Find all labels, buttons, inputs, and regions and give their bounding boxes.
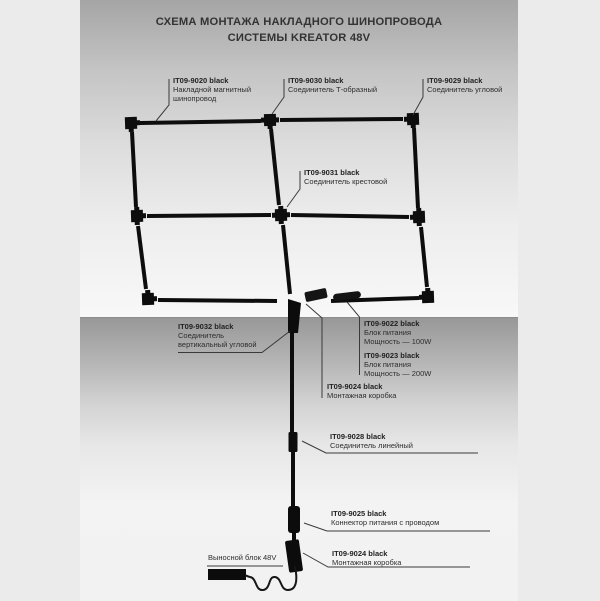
title-line-2: СИСТЕМЫ KREATOR 48V <box>227 32 371 44</box>
part-code: IT09-9031 black <box>304 168 360 177</box>
linear-connector <box>289 432 298 452</box>
part-desc: Накладной магнитный <box>173 84 252 94</box>
leader-mounting-box-top <box>306 304 322 398</box>
part-code: IT09-9024 black <box>327 382 383 391</box>
t-connector-mid-right <box>410 208 426 227</box>
power-feed-connector <box>288 506 300 533</box>
part-desc: Мощность — 200W <box>364 368 432 378</box>
part-code: IT09-9028 black <box>330 431 386 441</box>
power-supply-100w <box>304 288 328 302</box>
track-rail <box>271 129 279 205</box>
corner-connector-top-left <box>125 117 141 133</box>
vertical-corner-connector <box>288 299 301 333</box>
track-rail <box>291 215 409 217</box>
part-code: IT09-9024 black <box>332 549 388 558</box>
label-vertical-corner-connector <box>178 322 257 350</box>
leader-cross-connector <box>287 171 300 207</box>
track-rail <box>283 225 290 294</box>
part-code: IT09-9020 black <box>173 75 229 85</box>
connectors <box>125 113 434 305</box>
part-desc: Мощность — 100W <box>364 337 432 347</box>
part-code: IT09-9029 black <box>427 75 483 85</box>
part-desc: Соединитель угловой <box>427 84 503 94</box>
part-code: IT09-9022 black <box>364 319 420 328</box>
label-t-connector <box>288 76 377 94</box>
remote-48v-block <box>208 569 246 580</box>
label-mounting-box-top <box>327 382 396 400</box>
part-code: IT09-9025 black <box>331 509 387 518</box>
track-rail <box>147 215 271 216</box>
part-desc: шинопровод <box>173 93 217 103</box>
label-corner-connector <box>427 76 502 94</box>
leader-psu <box>347 302 360 375</box>
part-desc: Блок питания <box>364 359 411 369</box>
leader-t-connector <box>272 79 284 114</box>
corner-connector-top-right <box>404 113 420 129</box>
part-desc: Соединитель крестовой <box>304 177 388 187</box>
corner-connector-bottom-right <box>419 288 435 304</box>
part-desc: Соединитель линейный <box>330 440 413 450</box>
track-rail <box>158 300 277 301</box>
label-track <box>173 76 251 104</box>
label-mounting-box-bottom <box>332 549 401 567</box>
part-code: IT09-9032 black <box>178 322 234 331</box>
part-desc: Соединитель Т-образный <box>288 84 378 94</box>
part-desc: вертикальный угловой <box>178 340 257 350</box>
corner-connector-bottom-left <box>142 290 158 306</box>
part-desc: Выносной блок 48V <box>208 553 277 562</box>
track-rail <box>280 119 403 120</box>
label-power-connector <box>331 509 439 527</box>
t-connector-mid-left <box>131 207 147 226</box>
part-desc: Монтажная коробка <box>332 558 402 568</box>
label-linear-connector <box>330 432 413 450</box>
power-cord <box>246 567 296 590</box>
leader-track <box>156 79 169 121</box>
track-rail <box>414 128 418 208</box>
cross-connector-center <box>272 206 291 225</box>
part-code: IT09-9030 black <box>288 75 344 85</box>
track-rail <box>132 132 136 207</box>
label-psu-200 <box>364 351 431 379</box>
leader-corner-connector <box>413 79 423 115</box>
title-line-1: СХЕМА МОНТАЖА НАКЛАДНОГО ШИНОПРОВОДА <box>155 16 443 28</box>
part-desc: Соединитель <box>178 331 225 341</box>
label-psu-100 <box>364 319 431 347</box>
part-code: IT09-9023 black <box>364 350 420 360</box>
label-remote-block <box>208 553 276 562</box>
label-cross-connector <box>304 168 387 186</box>
mounting-box <box>285 539 303 573</box>
track-rail <box>140 121 261 123</box>
part-desc: Монтажная коробка <box>327 391 397 401</box>
part-desc: Блок питания <box>364 328 411 338</box>
track-rail <box>138 226 146 289</box>
t-connector-top <box>261 114 279 129</box>
track-rail <box>421 227 427 287</box>
part-desc: Коннектор питания с проводом <box>331 518 440 528</box>
